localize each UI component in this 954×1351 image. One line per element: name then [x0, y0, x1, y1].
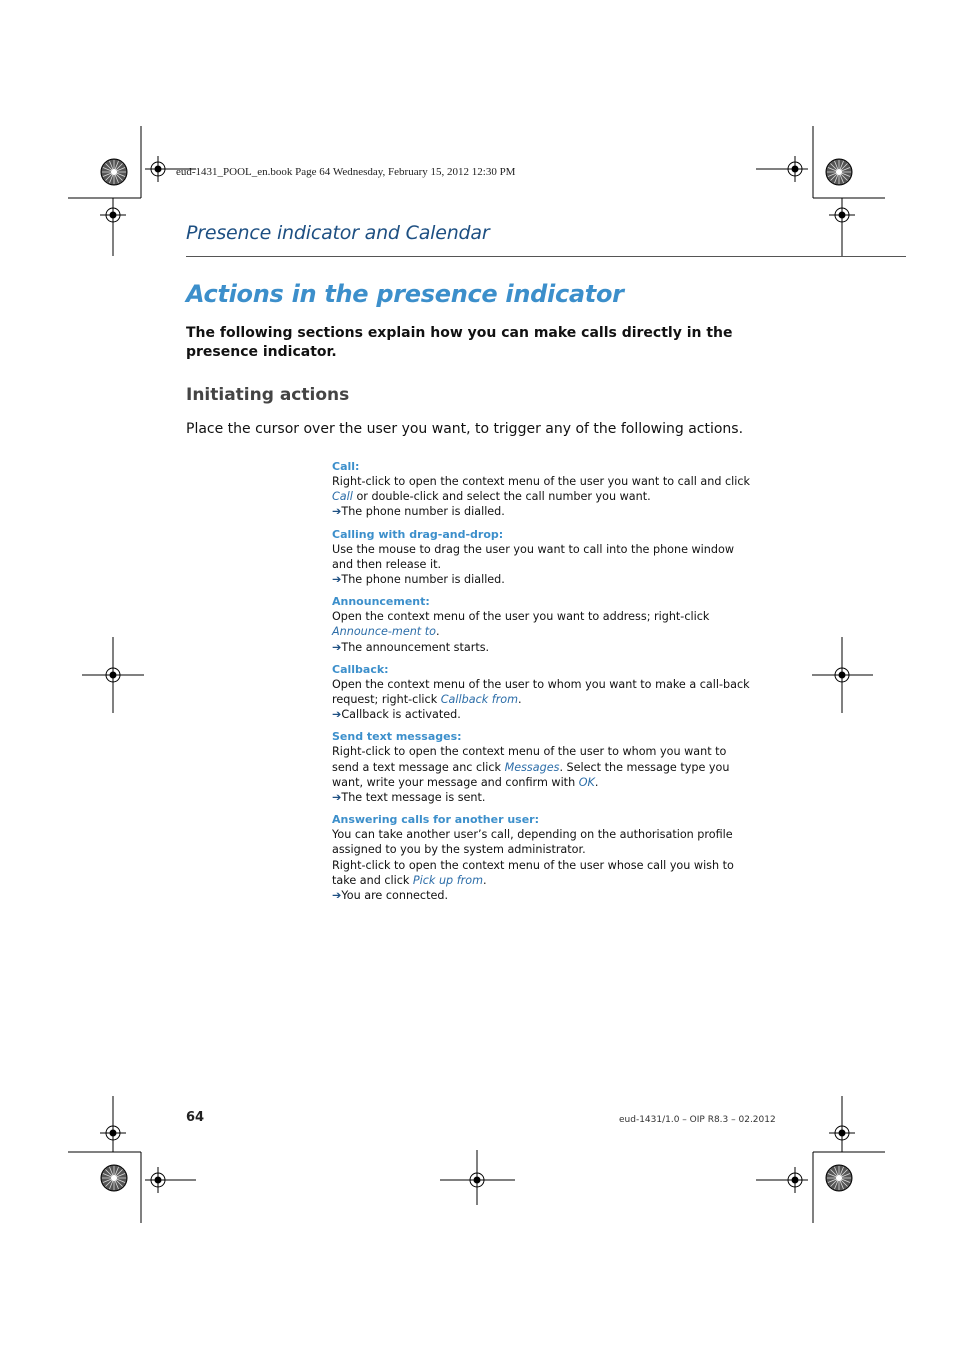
menu-item-ref: Call	[332, 490, 353, 504]
page-title: Actions in the presence indicator	[186, 280, 624, 308]
action-title: Callback:	[332, 662, 389, 676]
arrow-right-icon: ➔	[332, 708, 342, 722]
action-title: Answering calls for another user:	[332, 813, 539, 827]
action-result: ➔The announcement starts.	[332, 640, 490, 654]
action-result: ➔Callback is activated.	[332, 708, 461, 722]
menu-item-ref: Callback from	[440, 693, 519, 707]
action-description: Open the context menu of the user you want to address; right-click Announce-ment to.	[332, 610, 710, 639]
action-description: Use the mouse to drag the user you want to call into the phone window and then release it.	[332, 542, 734, 571]
arrow-right-icon: ➔	[332, 791, 342, 805]
action-title: Announcement:	[332, 595, 430, 609]
action-title: Call:	[332, 460, 360, 473]
action-result: ➔The phone number is dialled.	[332, 505, 505, 519]
print-slug: eud-1431_POOL_en.book Page 64 Wednesday, February 15, 2012 12:30 PM	[176, 166, 516, 178]
running-head: Presence indicator and Calendar	[186, 222, 490, 244]
arrow-right-icon: ➔	[332, 889, 342, 903]
action-description: Right-click to open the context menu of the user you want to call and click Call or double-click and select the call number you want.	[332, 475, 751, 504]
document-code: eud-1431/1.0 – OIP R8.3 – 02.2012	[619, 1115, 776, 1125]
lead-paragraph: The following sections explain how you can make calls directly in the presence indicator.	[186, 325, 733, 360]
arrow-right-icon: ➔	[332, 505, 342, 519]
action-result: ➔The phone number is dialled.	[332, 573, 505, 587]
action-title: Calling with drag-and-drop:	[332, 527, 504, 541]
menu-item-ref: Announce-ment to	[332, 625, 436, 639]
arrow-right-icon: ➔	[332, 640, 342, 654]
menu-item-ref: Pick up from	[412, 873, 483, 887]
action-description: You can take another user’s call, depending on the authorisation profile assigned to you by the system administrator.	[332, 828, 733, 857]
action-result: ➔You are connected.	[332, 889, 448, 903]
action-description: Open the context menu of the user to whom you want to make a call-back request; right-click Callback from.	[332, 677, 750, 707]
page-number: 64	[186, 1110, 205, 1125]
action-title: Send text messages:	[332, 730, 462, 744]
arrow-right-icon: ➔	[332, 573, 342, 587]
action-result: ➔The text message is sent.	[332, 791, 486, 805]
menu-item-ref: Messages	[504, 760, 560, 774]
action-description: Right-click to open the context menu of the user to whom you want to send a text message anc click Messages. Select the message type you want, write your message and confirm with OK.	[332, 745, 730, 789]
section-heading: Initiating actions	[186, 385, 350, 405]
button-ref: OK	[578, 775, 595, 789]
action-description: Right-click to open the context menu of the user whose call you wish to take and click Pick up from.	[332, 858, 734, 887]
section-intro: Place the cursor over the user you want, to trigger any of the following actions.	[186, 421, 744, 437]
